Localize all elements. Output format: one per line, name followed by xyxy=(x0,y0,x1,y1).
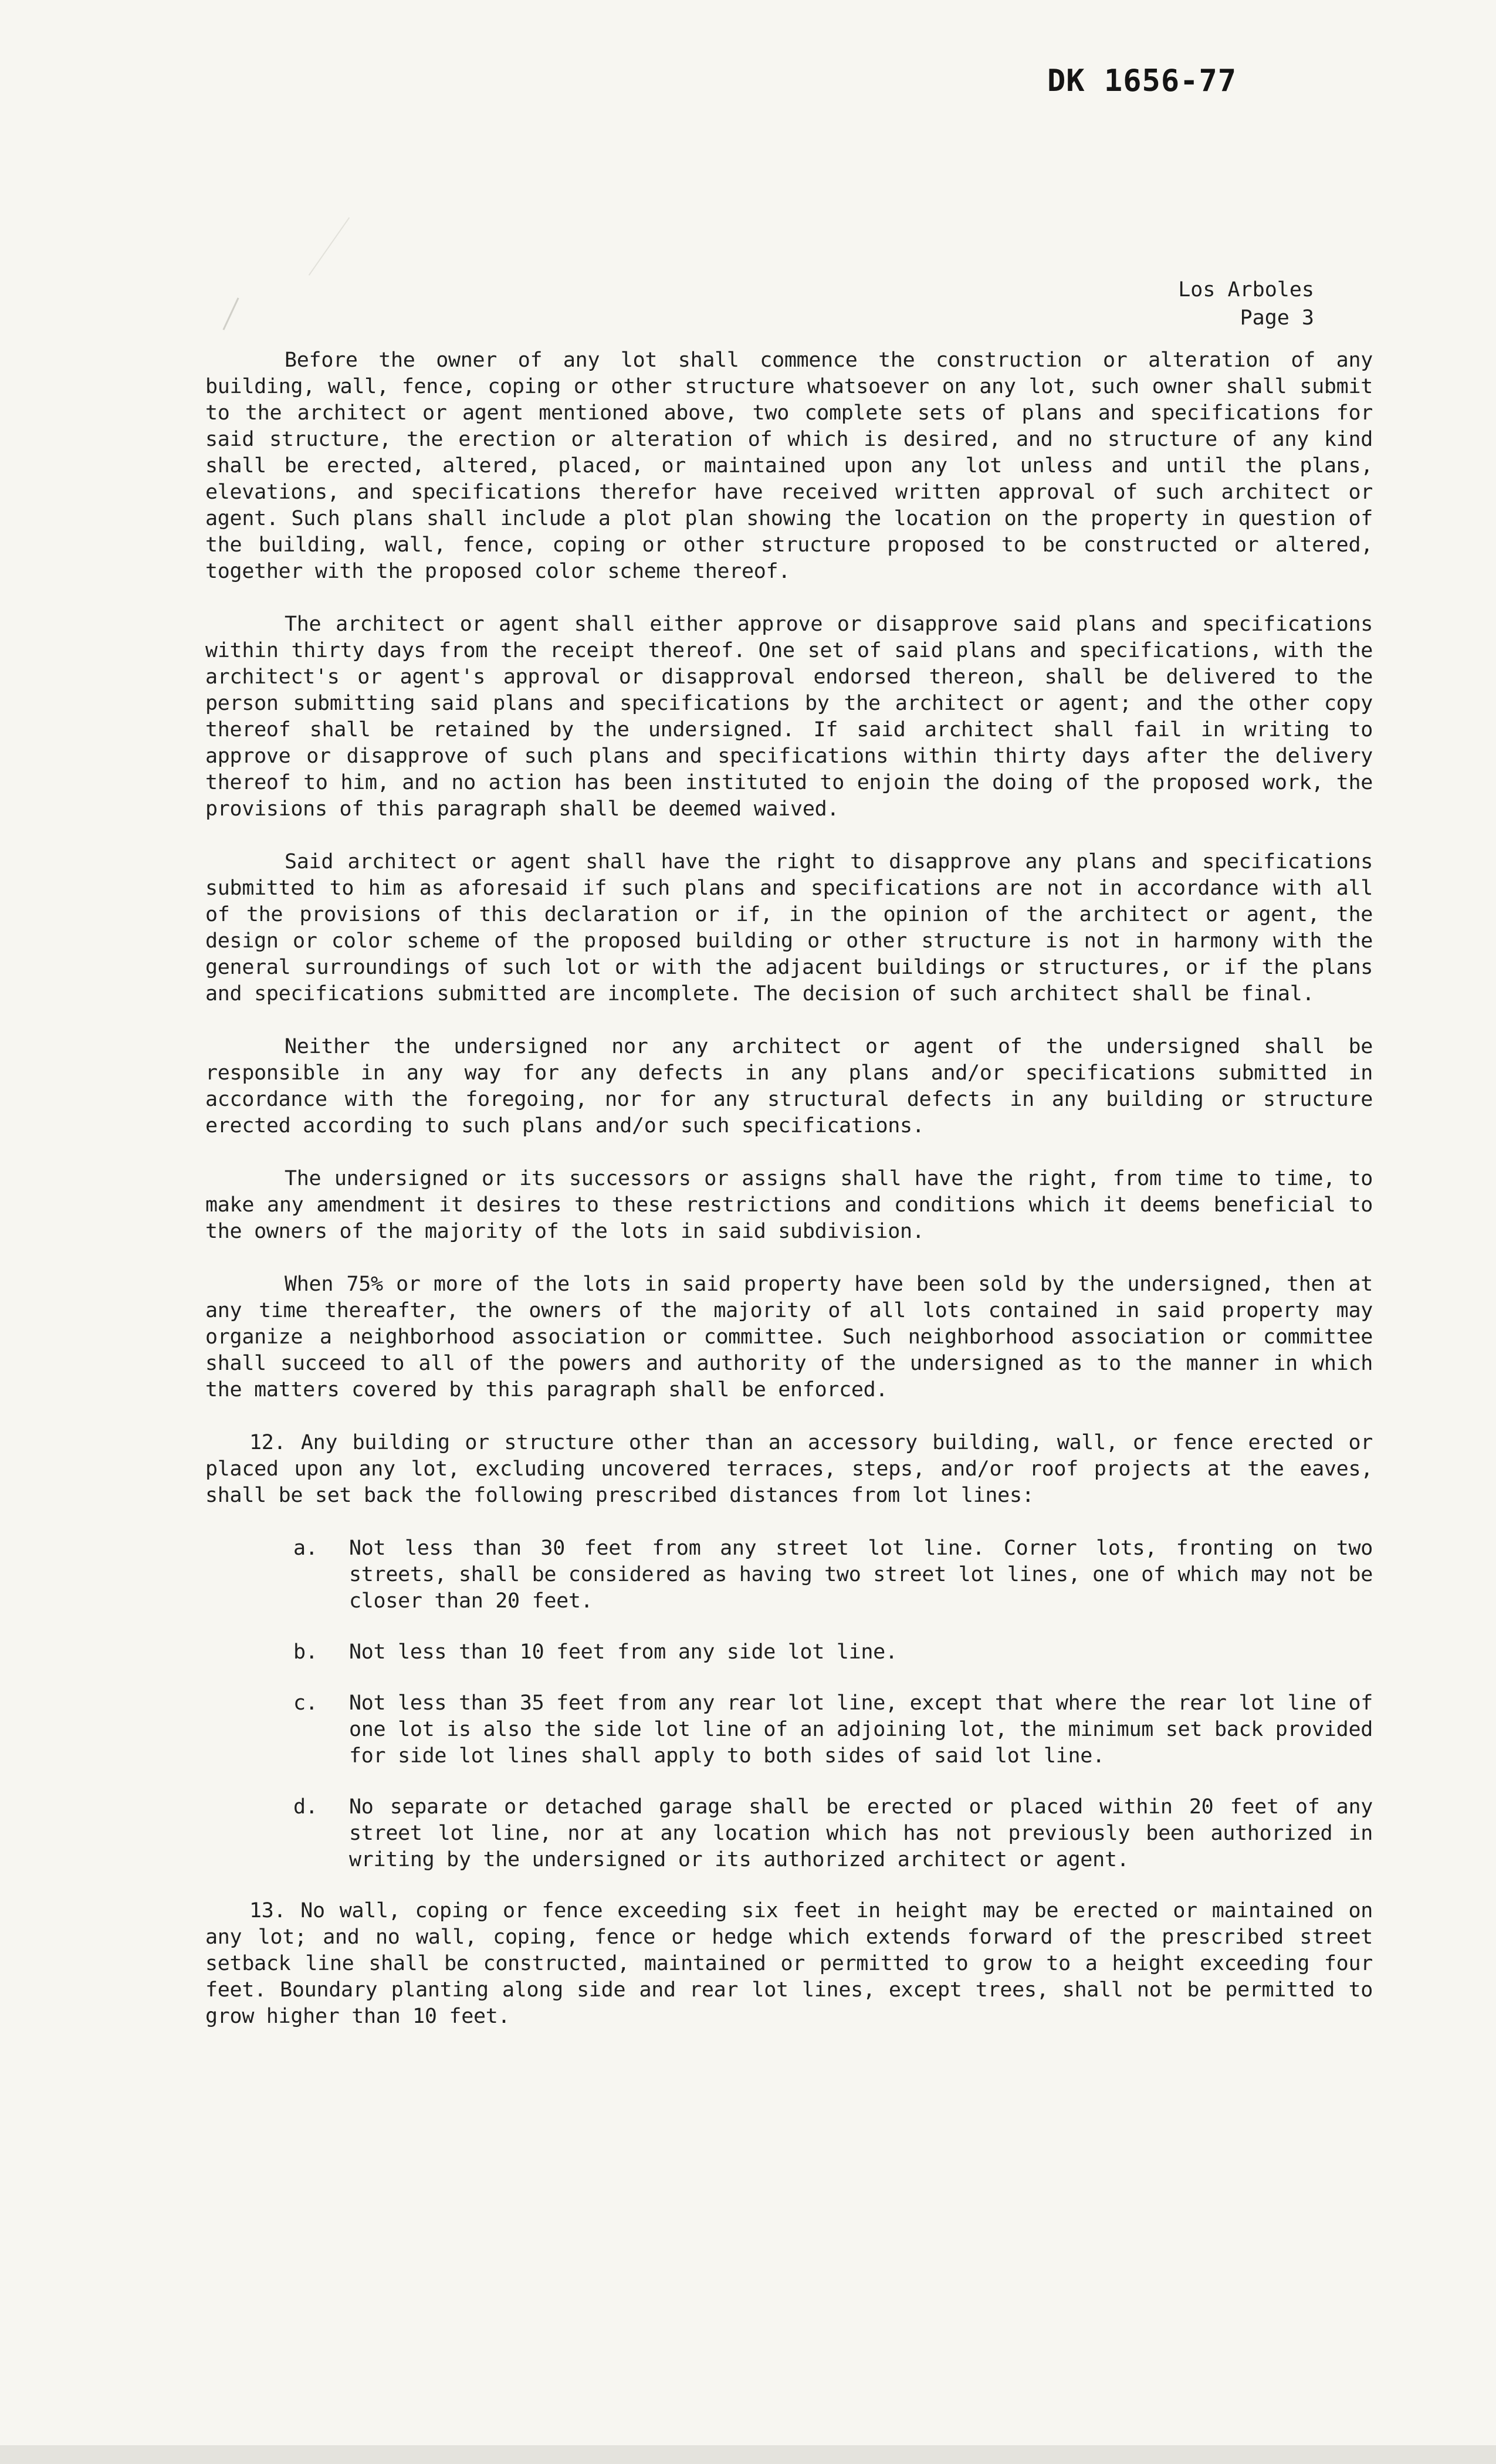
scan-bottom-edge xyxy=(0,2445,1496,2464)
paragraph-amendments: The undersigned or its successors or assigns shall have the right, from time to time, to make any amendment it desires to these restrictions and conditions which it deems beneficial to the owners of the majority of the lots in said subdivision. xyxy=(205,1167,1373,1243)
scan-mark xyxy=(222,297,239,330)
page-header xyxy=(1121,276,1314,332)
paragraph-neighborhood-association: When 75% or more of the lots in said property have been sold by the undersigned, then at any time thereafter, the owners of the majority of all lots contained in said property may organize a neighborhood association or committee. Such neighborhood association or committee shall succeed to all of the powers and authority of the undersigned as to the manner in which the matters covered by this paragraph shall be enforced. xyxy=(205,1272,1373,1402)
list-item-letter: d. xyxy=(293,1795,318,1819)
list-item-text: No separate or detached garage shall be erected or placed within 20 feet of any street lot line, nor at any location which has not previously been authorized in writing by the undersigned or its authorized architect or agent. xyxy=(349,1795,1373,1871)
section-13: 13. No wall, coping or fence exceeding six feet in height may be erected or maintained on any lot; and no wall, coping, fence or hedge which extends forward of the prescribed street setback line shall be constructed, maintained or permitted to grow to a height exceeding four feet. Boundary planting along side and rear lot lines, except trees, shall not be permitted to grow higher than 10 feet. xyxy=(205,1899,1373,2028)
list-item-text: Not less than 35 feet from any rear lot line, except that where the rear lot line of one lot is also the side lot line of an adjoining lot, the minimum set back provided for side lot lines shall apply to both sides of said lot line. xyxy=(349,1691,1373,1768)
list-item-letter: b. xyxy=(293,1640,318,1664)
document-body xyxy=(205,347,1373,2056)
document-number: DK 1656-77 xyxy=(1047,63,1237,99)
paragraph-right-to-disapprove: Said architect or agent shall have the right to disapprove any plans and specifications submitted to him as aforesaid if such plans and specifications are not in accordance with all of the provisions of this declaration or if, in the opinion of the architect or agent, the design or color scheme of the proposed building or other structure is not in harmony with the general surroundings of such lot or with the adjacent buildings or structures, or if the plans and specifications submitted are incomplete. The decision of such architect shall be final. xyxy=(205,850,1373,1006)
header-title: Los Arboles xyxy=(1178,278,1314,302)
list-item xyxy=(205,1535,1373,1615)
list-item xyxy=(205,1690,1373,1769)
paragraph-architect-approval: Before the owner of any lot shall commence the construction or alteration of any building, wall, fence, coping or other structure whatsoever on any lot, such owner shall submit to the architect or agent mentioned above, two complete sets of plans and specifications for said structure, the erection or alteration of which is desired, and no structure of any kind shall be erected, altered, placed, or maintained upon any lot unless and until the plans, elevations, and specifications therefor have received written approval of such architect or agent. Such plans shall include a plot plan showing the location on the property in question of the building, wall, fence, coping or other structure proposed to be constructed or altered, together with the proposed color scheme thereof. xyxy=(205,348,1373,583)
list-item xyxy=(205,1639,1373,1666)
paragraph-liability: Neither the undersigned nor any architect or agent of the undersigned shall be responsible in any way for any defects in any plans and/or specifications submitted in accordance with the foregoing, nor for any structural defects in any building or structure erected according to such plans and/or such specifications. xyxy=(205,1035,1373,1138)
section-12: 12. Any building or structure other than an accessory building, wall, or fence erected or placed upon any lot, excluding uncovered terraces, steps, and/or roof projects at the eaves, shall be set back the following prescribed distances from lot lines: xyxy=(205,1431,1373,1507)
list-item-text: Not less than 30 feet from any street lot line. Corner lots, fronting on two streets, shall be considered as having two street lot lines, one of which may not be closer than 20 feet. xyxy=(349,1536,1373,1613)
list-item xyxy=(205,1794,1373,1873)
list-item-letter: a. xyxy=(293,1536,318,1560)
header-page-number: Page 3 xyxy=(1240,306,1314,330)
setback-list xyxy=(205,1535,1373,1873)
scan-mark xyxy=(309,217,350,275)
list-item-letter: c. xyxy=(293,1691,318,1715)
list-item-text: Not less than 10 feet from any side lot line. xyxy=(349,1640,898,1664)
paragraph-approval-timeline: The architect or agent shall either approve or disapprove said plans and specifications within thirty days from the receipt thereof. One set of said plans and specifications, with the architect's or agent's approval or disapproval endorsed thereon, shall be delivered to the person submitting said plans and specifications by the architect or agent; and the other copy thereof shall be retained by the undersigned. If said architect shall fail in writing to approve or disapprove of such plans and specifications within thirty days after the delivery thereof to him, and no action has been instituted to enjoin the doing of the proposed work, the provisions of this paragraph shall be deemed waived. xyxy=(205,612,1373,821)
